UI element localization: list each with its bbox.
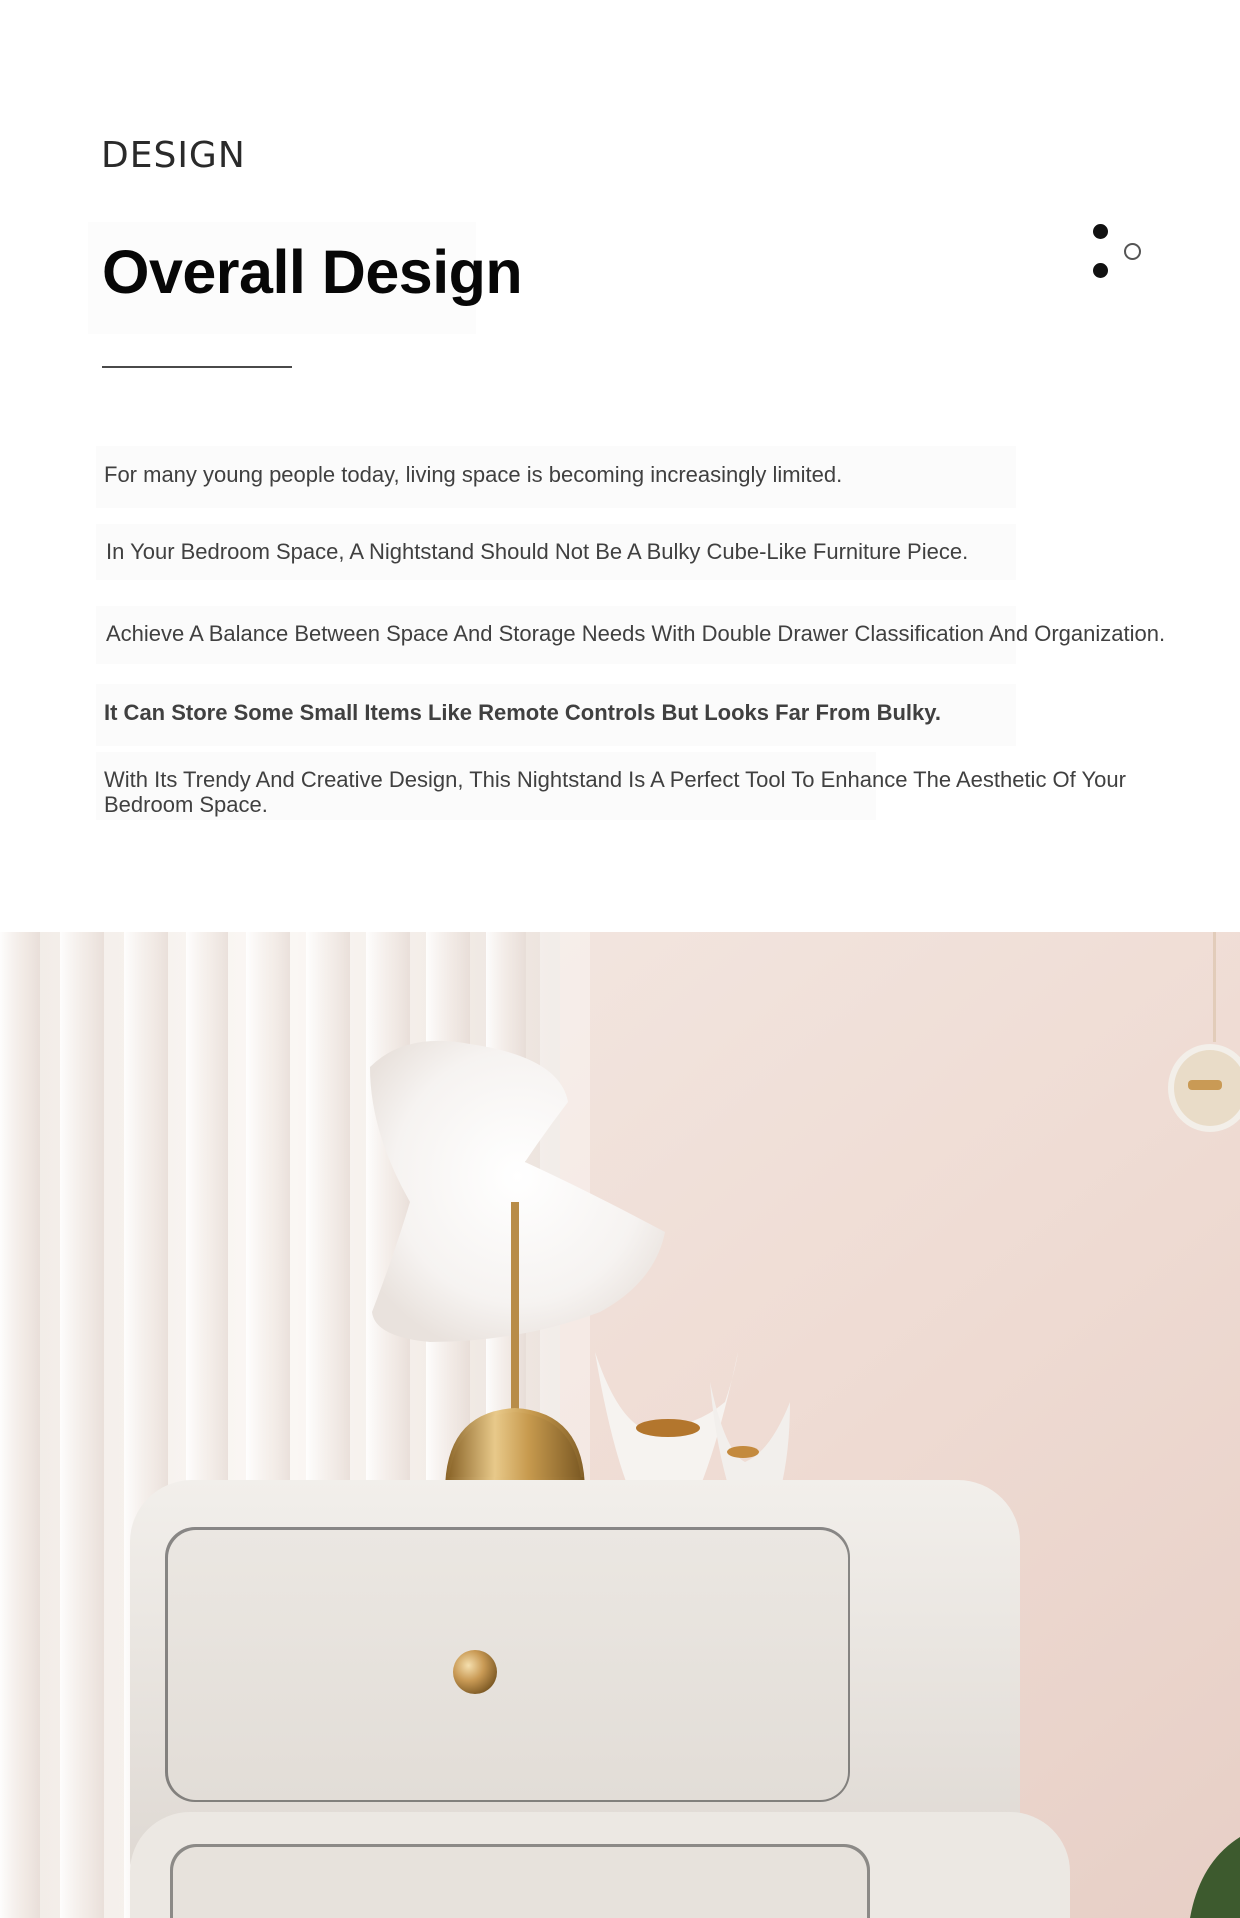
filled-dot-icon	[1093, 224, 1108, 239]
page-title: Overall Design	[102, 238, 523, 306]
outline-dot-icon	[1124, 243, 1141, 260]
section-label: DESIGN	[101, 135, 246, 176]
paragraph-storage-balance: Achieve A Balance Between Space And Storage Needs With Double Drawer Classification And Organization.	[106, 621, 1166, 646]
paragraph-not-bulky: In Your Bedroom Space, A Nightstand Should Not Be A Bulky Cube-Like Furniture Piece.	[106, 539, 969, 564]
paragraph-trendy-design: With Its Trendy And Creative Design, This Nightstand Is A Perfect Tool To Enhance The Aesthetic Of Your Bedroom Space.	[104, 767, 1126, 817]
design-section	[0, 0, 1240, 932]
product-photo	[0, 932, 1240, 1918]
paragraph-small-items: It Can Store Some Small Items Like Remote Controls But Looks Far From Bulky.	[104, 700, 941, 725]
paragraph-space-limited: For many young people today, living space is becoming increasingly limited.	[104, 462, 843, 487]
title-divider	[102, 366, 292, 368]
filled-dot-icon	[1093, 263, 1108, 278]
